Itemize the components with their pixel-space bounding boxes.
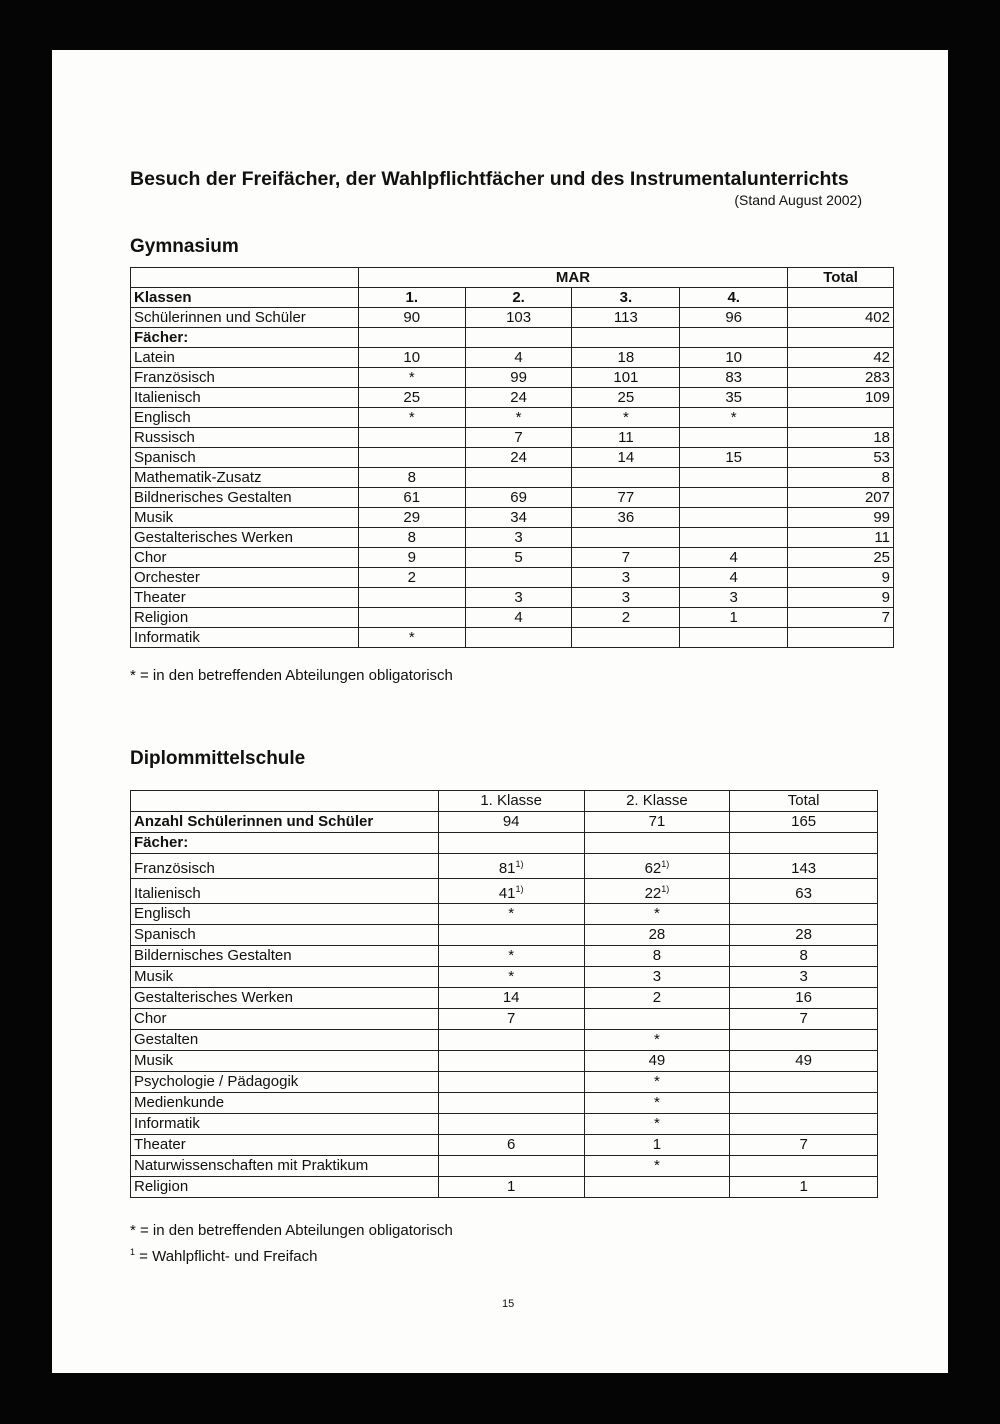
table-cell <box>465 568 572 588</box>
empty-cell <box>131 268 359 288</box>
table-row <box>131 1114 878 1135</box>
table-cell <box>584 1114 730 1135</box>
row-label: Italienisch <box>131 388 359 408</box>
table-cell: 4 <box>465 348 572 368</box>
table-cell <box>584 1030 730 1051</box>
table-cell: 4 <box>465 608 572 628</box>
row-label: Religion <box>131 1177 439 1198</box>
column-header: 2. <box>465 288 572 308</box>
table-cell: * <box>358 628 465 648</box>
document-title: Besuch der Freifächer, der Wahlpflichtfächer und des Instrumentalunterrichts <box>130 168 849 190</box>
table-cell <box>465 468 572 488</box>
table-row <box>131 1177 878 1198</box>
row-label: Mathematik-Zusatz <box>131 468 359 488</box>
document-page <box>52 50 948 1373</box>
table-cell: 24 <box>465 388 572 408</box>
klassen-row <box>131 288 894 308</box>
cell-value: * <box>654 1115 660 1132</box>
table-cell <box>358 588 465 608</box>
table-cell: 9 <box>358 548 465 568</box>
cell-value: 81 <box>498 860 516 877</box>
total-cell <box>730 1156 878 1177</box>
total-cell <box>730 1093 878 1114</box>
section-heading-gymnasium: Gymnasium <box>130 236 239 257</box>
table-row <box>131 1009 878 1030</box>
row-label: Religion <box>131 608 359 628</box>
total-cell: 7 <box>730 1135 878 1156</box>
table-cell: 8 <box>358 528 465 548</box>
total-cell: 283 <box>788 368 894 388</box>
cell-value: * <box>654 1157 660 1174</box>
total-cell: 99 <box>788 508 894 528</box>
row-label: Englisch <box>131 408 359 428</box>
cell-value: 7 <box>507 1010 516 1027</box>
total-cell: 109 <box>788 388 894 408</box>
total-cell: 16 <box>730 988 878 1009</box>
cell-value: 1 <box>652 1136 662 1153</box>
table-cell <box>438 1051 584 1072</box>
table-row <box>131 1093 878 1114</box>
row-label: Informatik <box>131 1114 439 1135</box>
table-cell <box>438 1072 584 1093</box>
table-row <box>131 608 894 628</box>
table-cell: 4 <box>680 548 788 568</box>
total-cell: 53 <box>788 448 894 468</box>
section-heading-dms: Diplommittelschule <box>130 748 306 769</box>
table-cell: 3 <box>680 588 788 608</box>
footnote-marker: 1) <box>515 884 524 894</box>
table-cell <box>584 1051 730 1072</box>
total-cell: 49 <box>730 1051 878 1072</box>
cell-value: 2 <box>652 989 662 1006</box>
table-cell: 36 <box>572 508 680 528</box>
table-cell: 3 <box>572 568 680 588</box>
document-subtitle: (Stand August 2002) <box>734 192 862 208</box>
row-label: Russisch <box>131 428 359 448</box>
table-cell <box>584 854 730 879</box>
cell-value: 28 <box>648 926 666 943</box>
empty-cell <box>680 328 788 348</box>
table-cell: 7 <box>465 428 572 448</box>
table-cell <box>584 904 730 925</box>
table-cell: 2 <box>572 608 680 628</box>
table-cell <box>438 946 584 967</box>
row-label: Bildernisches Gestalten <box>131 946 439 967</box>
column-group-header: MAR <box>358 268 787 288</box>
total-cell: 18 <box>788 428 894 448</box>
table-cell: 11 <box>572 428 680 448</box>
table-cell <box>680 628 788 648</box>
total-cell <box>730 1072 878 1093</box>
table-cell: 29 <box>358 508 465 528</box>
table-cell <box>584 1072 730 1093</box>
cell-value: 41 <box>498 885 516 902</box>
table-cell: 94 <box>438 812 584 833</box>
row-label: Orchester <box>131 568 359 588</box>
table-row <box>131 588 894 608</box>
table-cell: 90 <box>358 308 465 328</box>
table-row <box>131 448 894 468</box>
total-cell: 1 <box>730 1177 878 1198</box>
cell-value: 3 <box>652 968 662 985</box>
row-label: Französisch <box>131 368 359 388</box>
table-cell <box>438 1093 584 1114</box>
table-cell: 99 <box>465 368 572 388</box>
table-row <box>131 528 894 548</box>
total-cell <box>730 1114 878 1135</box>
cell-value: 1 <box>507 1178 516 1195</box>
table-cell: * <box>358 408 465 428</box>
row-label: Chor <box>131 548 359 568</box>
table-cell <box>680 488 788 508</box>
row-label: Theater <box>131 1135 439 1156</box>
table-row <box>131 925 878 946</box>
total-cell: 8 <box>788 468 894 488</box>
table-cell: 34 <box>465 508 572 528</box>
table-cell <box>358 428 465 448</box>
row-label: Musik <box>131 967 439 988</box>
table-cell <box>584 967 730 988</box>
total-cell: 25 <box>788 548 894 568</box>
table-cell: * <box>572 408 680 428</box>
row-label: Anzahl Schülerinnen und Schüler <box>131 812 439 833</box>
column-header-total: Total <box>788 268 894 288</box>
table-row <box>131 879 878 904</box>
table-row <box>131 946 878 967</box>
table-row <box>131 388 894 408</box>
table-row <box>131 488 894 508</box>
table-row <box>131 854 878 879</box>
table-cell: 71 <box>584 812 730 833</box>
empty-cell <box>358 328 465 348</box>
students-row <box>131 308 894 328</box>
total-cell: 3 <box>730 967 878 988</box>
table-cell: 101 <box>572 368 680 388</box>
table-cell <box>584 946 730 967</box>
table-cell: 4 <box>680 568 788 588</box>
table-row <box>131 408 894 428</box>
total-cell: 9 <box>788 568 894 588</box>
row-label: Klassen <box>131 288 359 308</box>
table-cell <box>438 1177 584 1198</box>
table-cell <box>358 608 465 628</box>
table-cell: 3 <box>465 588 572 608</box>
row-label: Gestalterisches Werken <box>131 528 359 548</box>
cell-value: 49 <box>648 1052 666 1069</box>
table-cell <box>680 508 788 528</box>
table-cell <box>438 925 584 946</box>
row-label: Theater <box>131 588 359 608</box>
total-cell: 7 <box>730 1009 878 1030</box>
empty-cell <box>584 833 730 854</box>
cell-value: * <box>654 905 660 922</box>
table-row <box>131 348 894 368</box>
table-row <box>131 1135 878 1156</box>
total-cell: 165 <box>730 812 878 833</box>
row-label: Fächer: <box>131 833 439 854</box>
total-cell <box>730 1030 878 1051</box>
dms-footnote-wahlpflicht <box>130 1248 317 1265</box>
table-cell <box>680 528 788 548</box>
row-label: Chor <box>131 1009 439 1030</box>
total-cell: 143 <box>730 854 878 879</box>
table-cell: 3 <box>572 588 680 608</box>
cell-value: 8 <box>652 947 662 964</box>
gymnasium-table <box>130 267 894 648</box>
empty-cell <box>788 328 894 348</box>
table-cell: 96 <box>680 308 788 328</box>
table-cell: 3 <box>465 528 572 548</box>
total-cell <box>788 628 894 648</box>
empty-cell <box>730 833 878 854</box>
footnote-marker: 1) <box>515 859 524 869</box>
table-cell <box>358 448 465 468</box>
table-cell <box>584 1177 730 1198</box>
total-cell: 402 <box>788 308 894 328</box>
table-cell: 61 <box>358 488 465 508</box>
empty-cell <box>572 328 680 348</box>
table-cell: * <box>358 368 465 388</box>
cell-value: 62 <box>644 860 662 877</box>
table-row <box>131 904 878 925</box>
row-label: Naturwissenschaften mit Praktikum <box>131 1156 439 1177</box>
cell-value: * <box>508 968 515 985</box>
table-cell <box>572 628 680 648</box>
table-row <box>131 1072 878 1093</box>
table-cell <box>438 988 584 1009</box>
total-cell: 11 <box>788 528 894 548</box>
cell-value: 6 <box>507 1136 516 1153</box>
table-cell <box>584 925 730 946</box>
total-cell: 28 <box>730 925 878 946</box>
row-label: Informatik <box>131 628 359 648</box>
table-cell: 10 <box>680 348 788 368</box>
cell-value: * <box>508 905 515 922</box>
table-cell <box>438 904 584 925</box>
table-cell <box>584 879 730 904</box>
column-header: Total <box>730 791 878 812</box>
dms-table <box>130 790 878 1198</box>
footnote-text: = Wahlpflicht- und Freifach <box>135 1248 318 1265</box>
table-cell: 77 <box>572 488 680 508</box>
row-label: Psychologie / Pädagogik <box>131 1072 439 1093</box>
table-row <box>131 1030 878 1051</box>
students-row <box>131 812 878 833</box>
total-cell: 8 <box>730 946 878 967</box>
total-cell: 9 <box>788 588 894 608</box>
table-cell <box>572 468 680 488</box>
row-label: Medienkunde <box>131 1093 439 1114</box>
empty-cell <box>131 791 439 812</box>
table-cell: 2 <box>358 568 465 588</box>
table-cell <box>465 628 572 648</box>
table-cell <box>438 1030 584 1051</box>
empty-cell <box>438 833 584 854</box>
table-cell <box>572 528 680 548</box>
column-header: 1. Klasse <box>438 791 584 812</box>
table-cell: 69 <box>465 488 572 508</box>
total-cell: 207 <box>788 488 894 508</box>
footnote-marker: 1) <box>661 884 670 894</box>
cell-value: * <box>654 1073 660 1090</box>
table-cell: 113 <box>572 308 680 328</box>
total-cell: 42 <box>788 348 894 368</box>
cell-value: * <box>508 947 515 964</box>
row-label: Latein <box>131 348 359 368</box>
table-cell: 14 <box>572 448 680 468</box>
table-cell <box>680 428 788 448</box>
row-label: Schülerinnen und Schüler <box>131 308 359 328</box>
table-row <box>131 967 878 988</box>
row-label: Französisch <box>131 854 439 879</box>
row-label: Gestalten <box>131 1030 439 1051</box>
footnote-marker: 1) <box>661 859 670 869</box>
cell-value: * <box>654 1094 660 1111</box>
table-cell <box>584 1009 730 1030</box>
empty-cell <box>788 288 894 308</box>
table-cell <box>438 1009 584 1030</box>
table-cell: * <box>680 408 788 428</box>
table-cell: 1 <box>680 608 788 628</box>
table-cell: 25 <box>358 388 465 408</box>
table-row <box>131 508 894 528</box>
table-cell <box>438 879 584 904</box>
column-header: 2. Klasse <box>584 791 730 812</box>
table-cell: 5 <box>465 548 572 568</box>
row-label: Fächer: <box>131 328 359 348</box>
table-cell: 83 <box>680 368 788 388</box>
row-label: Gestalterisches Werken <box>131 988 439 1009</box>
table-cell: 35 <box>680 388 788 408</box>
table-row <box>131 568 894 588</box>
table-row <box>131 988 878 1009</box>
faecher-row <box>131 328 894 348</box>
dms-footnote-obligatory: * = in den betreffenden Abteilungen obligatorisch <box>130 1222 453 1239</box>
row-label: Italienisch <box>131 879 439 904</box>
gymnasium-footnote: * = in den betreffenden Abteilungen obligatorisch <box>130 667 453 684</box>
table-row <box>131 428 894 448</box>
table-cell <box>584 1135 730 1156</box>
table-cell: 18 <box>572 348 680 368</box>
table-cell: 25 <box>572 388 680 408</box>
table-row <box>131 1051 878 1072</box>
table-cell <box>438 854 584 879</box>
row-label: Musik <box>131 508 359 528</box>
empty-cell <box>465 328 572 348</box>
total-cell <box>730 904 878 925</box>
table-cell: 8 <box>358 468 465 488</box>
table-cell <box>438 967 584 988</box>
table-row <box>131 548 894 568</box>
row-label: Spanisch <box>131 925 439 946</box>
table-row <box>131 368 894 388</box>
faecher-row <box>131 833 878 854</box>
table-header-row <box>131 268 894 288</box>
table-cell <box>584 1156 730 1177</box>
cell-value: 14 <box>502 989 520 1006</box>
cell-value: * <box>654 1031 660 1048</box>
table-cell: 7 <box>572 548 680 568</box>
table-row <box>131 628 894 648</box>
total-cell: 63 <box>730 879 878 904</box>
table-cell: 15 <box>680 448 788 468</box>
row-label: Musik <box>131 1051 439 1072</box>
column-header: 3. <box>572 288 680 308</box>
table-cell <box>584 988 730 1009</box>
column-header: 4. <box>680 288 788 308</box>
row-label: Bildnerisches Gestalten <box>131 488 359 508</box>
total-cell: 7 <box>788 608 894 628</box>
table-cell <box>584 1093 730 1114</box>
column-header: 1. <box>358 288 465 308</box>
table-cell <box>438 1114 584 1135</box>
table-cell: * <box>465 408 572 428</box>
table-cell <box>438 1135 584 1156</box>
cell-value: 22 <box>644 885 662 902</box>
table-cell: 103 <box>465 308 572 328</box>
table-row <box>131 468 894 488</box>
row-label: Englisch <box>131 904 439 925</box>
total-cell <box>788 408 894 428</box>
table-header-row <box>131 791 878 812</box>
table-row <box>131 1156 878 1177</box>
row-label: Spanisch <box>131 448 359 468</box>
footnote-mark: 1 <box>130 1247 136 1257</box>
table-cell: 10 <box>358 348 465 368</box>
page-number: 15 <box>502 1298 515 1310</box>
table-cell <box>680 468 788 488</box>
table-cell: 24 <box>465 448 572 468</box>
table-cell <box>438 1156 584 1177</box>
